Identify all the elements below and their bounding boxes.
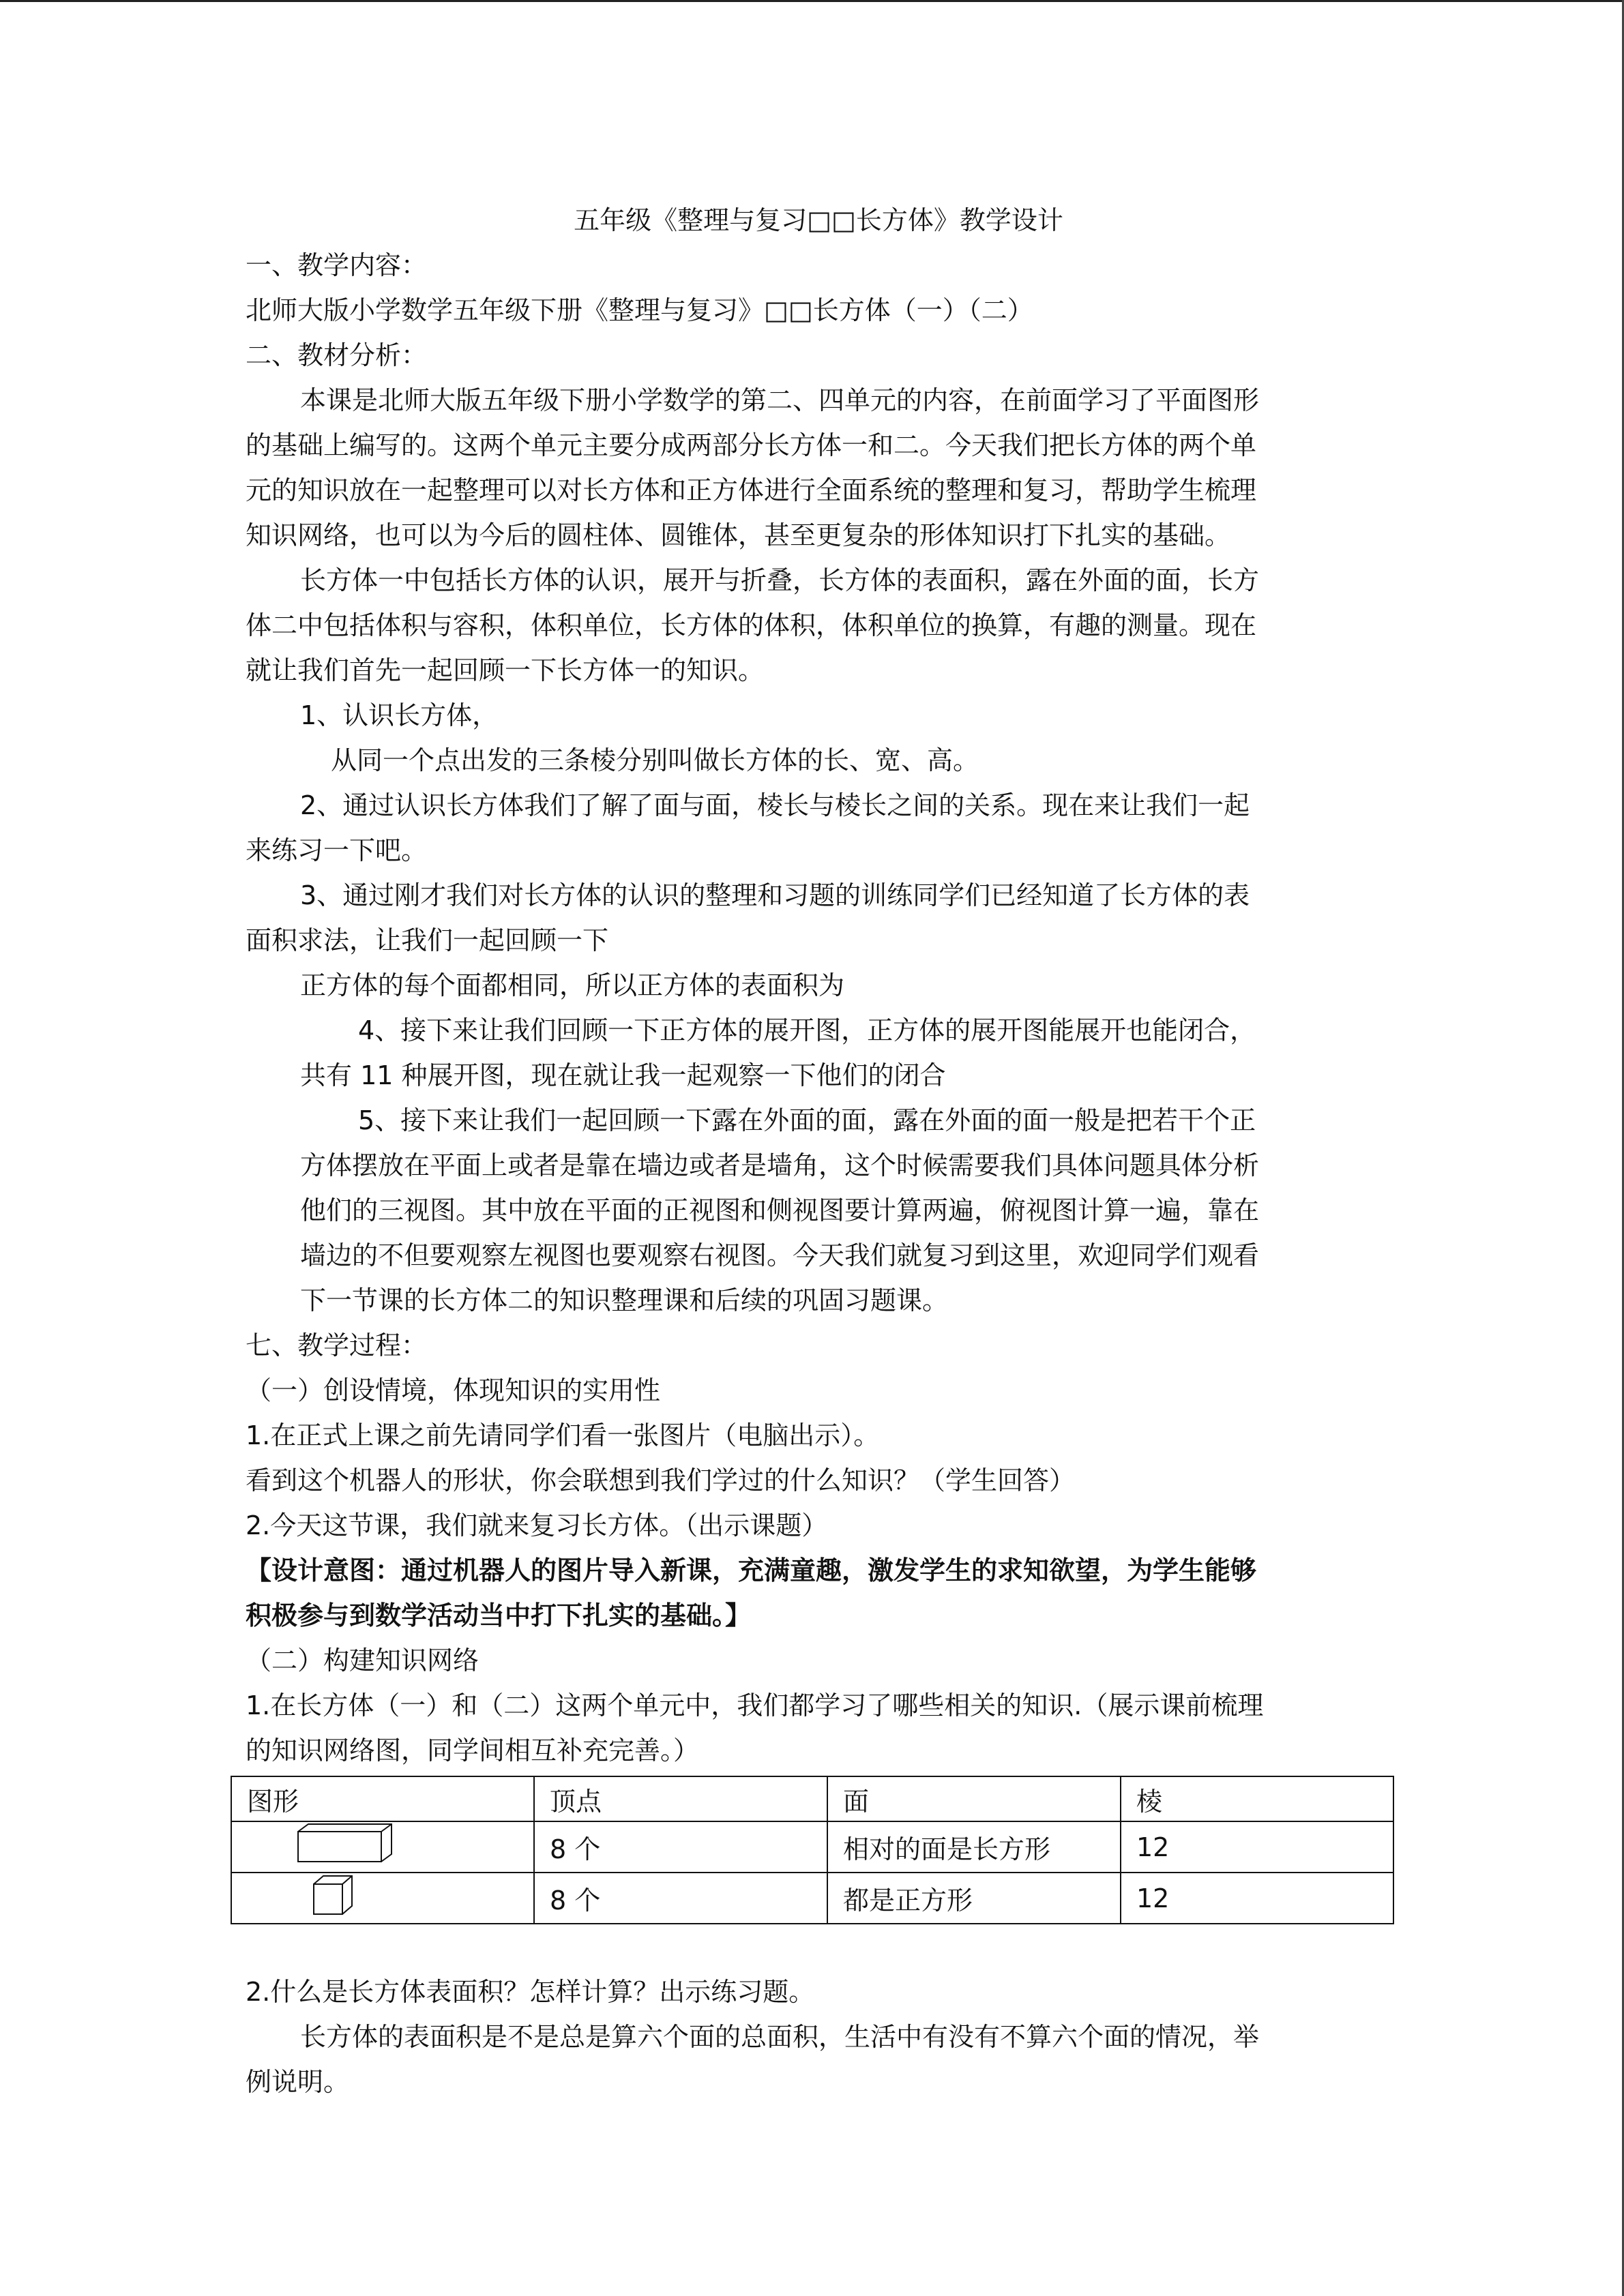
text-line: 例说明。 [246,2067,350,2097]
text-line: （二）构建知识网络 [246,1645,479,1675]
cuboid-icon [247,1822,397,1866]
document-title: 五年级《整理与复习□□长方体》教学设计 [574,205,1063,235]
text-line: 墙边的不但要观察左视图也要观察右视图。今天我们就复习到这里，欢迎同学们观看 [300,1240,1260,1270]
text-line: （一）创设情境，体现知识的实用性 [246,1375,661,1405]
text-line: 的基础上编写的。这两个单元主要分成两部分长方体一和二。今天我们把长方体的两个单 [246,430,1257,460]
text-line: 体二中包括体积与容积，体积单位，长方体的体积，体积单位的换算，有趣的测量。现在 [246,610,1257,640]
text-line: 下一节课的长方体二的知识整理课和后续的巩固习题课。 [300,1285,949,1315]
text-line: 就让我们首先一起回顾一下长方体一的知识。 [246,655,765,685]
body-text-part-2 [246,1969,1391,2104]
text-line: 5、接下来让我们一起回顾一下露在外面的面，露在外面的面一般是把若干个正 [358,1105,1256,1135]
cube-edges: 12 [1121,1873,1393,1924]
cuboid-shape-cell [231,1821,534,1873]
text-line: 积极参与到数学活动当中打下扎实的基础。】 [246,1600,752,1630]
text-line: 【设计意图：通过机器人的图片导入新课，充满童趣，激发学生的求知欲望，为学生能够 [246,1555,1257,1585]
text-line: 元的知识放在一起整理可以对长方体和正方体进行全面系统的整理和复习，帮助学生梳理 [246,475,1257,505]
cube-vertices: 8 个 [534,1873,827,1924]
cube-faces: 都是正方形 [827,1873,1121,1924]
text-line: 1.在正式上课之前先请同学们看一张图片（电脑出示）。 [246,1420,880,1450]
text-line: 看到这个机器人的形状，你会联想到我们学过的什么知识？（学生回答） [246,1465,1076,1495]
text-line: 七、教学过程： [246,1330,428,1360]
body-text-part-1 [246,243,1391,1773]
cuboid-edges: 12 [1121,1821,1393,1873]
text-line: 一、教学内容： [246,250,428,280]
text-line: 1、认识长方体， [300,700,499,730]
table-header-row [231,1776,1393,1821]
table-row [231,1821,1393,1873]
text-line: 2.什么是长方体表面积？怎样计算？出示练习题。 [246,1977,815,2007]
document-page [246,198,1391,2104]
header-faces: 面 [827,1776,1121,1821]
text-line: 2.今天这节课，我们就来复习长方体。（出示课题） [246,1510,828,1540]
text-line: 长方体一中包括长方体的认识，展开与折叠，长方体的表面积，露在外面的面，长方 [300,565,1260,595]
text-line: 他们的三视图。其中放在平面的正视图和侧视图要计算两遍，俯视图计算一遍，靠在 [300,1195,1260,1225]
text-line: 来练习一下吧。 [246,835,428,865]
cube-shape-cell [231,1873,534,1924]
top-border-line [0,0,1624,2]
cuboid-knowledge-table [231,1776,1394,1924]
text-line: 从同一个点出发的三条棱分别叫做长方体的长、宽、高。 [331,745,979,775]
text-line: 二、教材分析： [246,340,428,370]
text-line: 的知识网络图，同学间相互补充完善。） [246,1735,700,1765]
header-vertices: 顶点 [534,1776,827,1821]
spacer [246,1924,1391,1969]
text-line: 方体摆放在平面上或者是靠在墙边或者是墙角，这个时候需要我们具体问题具体分析 [300,1150,1260,1180]
cube-icon [247,1873,397,1917]
header-edges: 棱 [1121,1776,1393,1821]
text-line: 长方体的表面积是不是总是算六个面的总面积，生活中有没有不算六个面的情况，举 [300,2022,1260,2052]
text-line: 4、接下来让我们回顾一下正方体的展开图，正方体的展开图能展开也能闭合， [358,1015,1256,1045]
text-line: 正方体的每个面都相同，所以正方体的表面积为 [300,970,845,1000]
text-line: 1.在长方体（一）和（二）这两个单元中，我们都学习了哪些相关的知识.（展示课前梳理 [246,1690,1264,1720]
table-row [231,1873,1393,1924]
text-line: 面积求法，让我们一起回顾一下 [246,925,609,955]
cuboid-faces: 相对的面是长方形 [827,1821,1121,1873]
text-line: 知识网络，也可以为今后的圆柱体、圆锥体，甚至更复杂的形体知识打下扎实的基础。 [246,520,1231,550]
cuboid-vertices: 8 个 [534,1821,827,1873]
text-line: 2、通过认识长方体我们了解了面与面，棱长与棱长之间的关系。现在来让我们一起 [300,790,1250,820]
text-line: 3、通过刚才我们对长方体的认识的整理和习题的训练同学们已经知道了长方体的表 [300,880,1250,910]
header-shape: 图形 [231,1776,534,1821]
text-line: 共有 11 种展开图，现在就让我一起观察一下他们的闭合 [300,1060,946,1090]
text-line: 北师大版小学数学五年级下册《整理与复习》□□长方体（一）（二） [246,295,1033,325]
text-line: 本课是北师大版五年级下册小学数学的第二、四单元的内容，在前面学习了平面图形 [300,385,1260,415]
